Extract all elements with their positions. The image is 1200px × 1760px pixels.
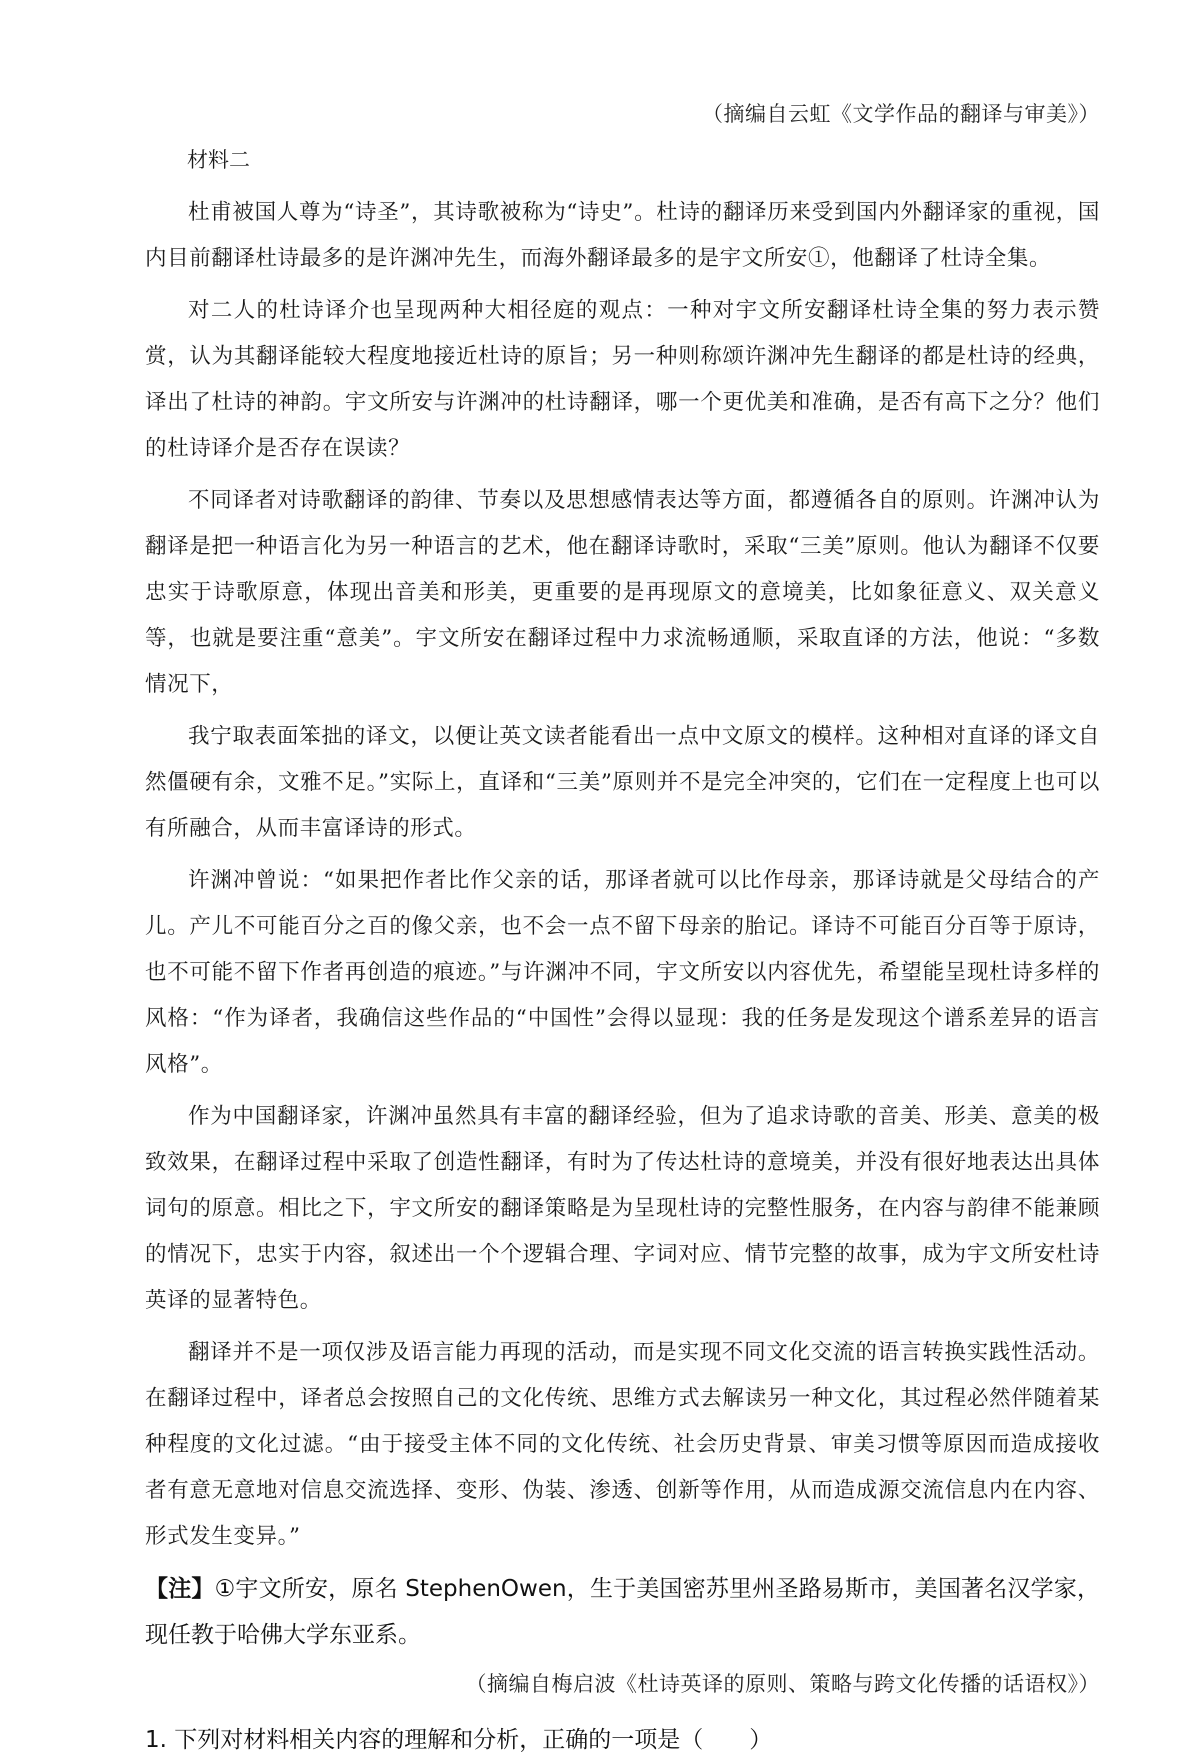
paragraph: 我宁取表面笨拙的译文，以便让英文读者能看出一点中文原文的模样。这种相对直译的译文自然僵硬有余，文雅不足。”实际上，直译和“三美”原则并不是完全冲突的，它们在一定程度上也可以有所融合，从而丰富译诗的形式。 [145,724,1100,841]
source-citation-top: （摘编自云虹《文学作品的翻译与审美》） [702,102,1100,126]
source-citation-bottom: （摘编自梅启波《杜诗英译的原则、策略与跨文化传播的话语权》） [465,1672,1100,1696]
paragraph: 杜甫被国人尊为“诗圣”，其诗歌被称为“诗史”。杜诗的翻译历来受到国内外翻译家的重视，国内目前翻译杜诗最多的是许渊冲先生，而海外翻译最多的是宇文所安①，他翻译了杜诗全集。 [145,200,1100,271]
document-page [145,96,1100,1760]
paragraph: 许渊冲曾说：“如果把作者比作父亲的话，那译者就可以比作母亲，那译诗就是父母结合的产儿。产儿不可能百分之百的像父亲，也不会一点不留下母亲的胎记。译诗不可能百分百等于原诗，也不可能不留下作者再创造的痕迹。”与许渊冲不同，宇文所安以内容优先，希望能呈现杜诗多样的风格：“作为译者，我确信这些作品的“中国性”会得以显现：我的任务是发现这个谱系差异的语言风格”。 [145,868,1100,1077]
paragraph: 对二人的杜诗译介也呈现两种大相径庭的观点：一种对宇文所安翻译杜诗全集的努力表示赞赏，认为其翻译能较大程度地接近杜诗的原旨；另一种则称颂许渊冲先生翻译的都是杜诗的经典，译出了杜诗的神韵。宇文所安与许渊冲的杜诗翻译，哪一个更优美和准确，是否有高下之分？他们的杜诗译介是否存在误读？ [145,298,1100,461]
paragraph: 作为中国翻译家，许渊冲虽然具有丰富的翻译经验，但为了追求诗歌的音美、形美、意美的极致效果，在翻译过程中采取了创造性翻译，有时为了传达杜诗的意境美，并没有很好地表达出具体词句的原意。相比之下，宇文所安的翻译策略是为呈现杜诗的完整性服务，在内容与韵律不能兼顾的情况下，忠实于内容，叙述出一个个逻辑合理、字词对应、情节完整的故事，成为宇文所安杜诗英译的显著特色。 [145,1104,1100,1313]
footnote-tag: 【注】 [145,1576,215,1602]
paragraph: 不同译者对诗歌翻译的韵律、节奏以及思想感情表达等方面，都遵循各自的原则。许渊冲认为翻译是把一种语言化为另一种语言的艺术，他在翻译诗歌时，采取“三美”原则。他认为翻译不仅要忠实于诗歌原意，体现出音美和形美，更重要的是再现原文的意境美，比如象征意义、双关意义等，也就是要注重“意美”。宇文所安在翻译过程中力求流畅通顺，采取直译的方法，他说：“多数情况下， [145,488,1100,697]
paragraph: 翻译并不是一项仅涉及语言能力再现的活动，而是实现不同文化交流的语言转换实践性活动。在翻译过程中，译者总会按照自己的文化传统、思维方式去解读另一种文化，其过程必然伴随着某种程度的文化过滤。“由于接受主体不同的文化传统、社会历史背景、审美习惯等原因而造成接收者有意无意地对信息交流选择、变形、伪装、渗透、创新等作用，从而造成源交流信息内在内容、形式发生变异。” [145,1340,1100,1549]
question-text: 1. 下列对材料相关内容的理解和分析，正确的一项是（ ） [145,1727,773,1753]
footnote-text: ①宇文所安，原名 StephenOwen，生于美国密苏里州圣路易斯市，美国著名汉学家，现任教于哈佛大学东亚系。 [145,1576,1101,1648]
material-heading: 材料二 [187,148,250,172]
footnote [145,1566,1100,1658]
